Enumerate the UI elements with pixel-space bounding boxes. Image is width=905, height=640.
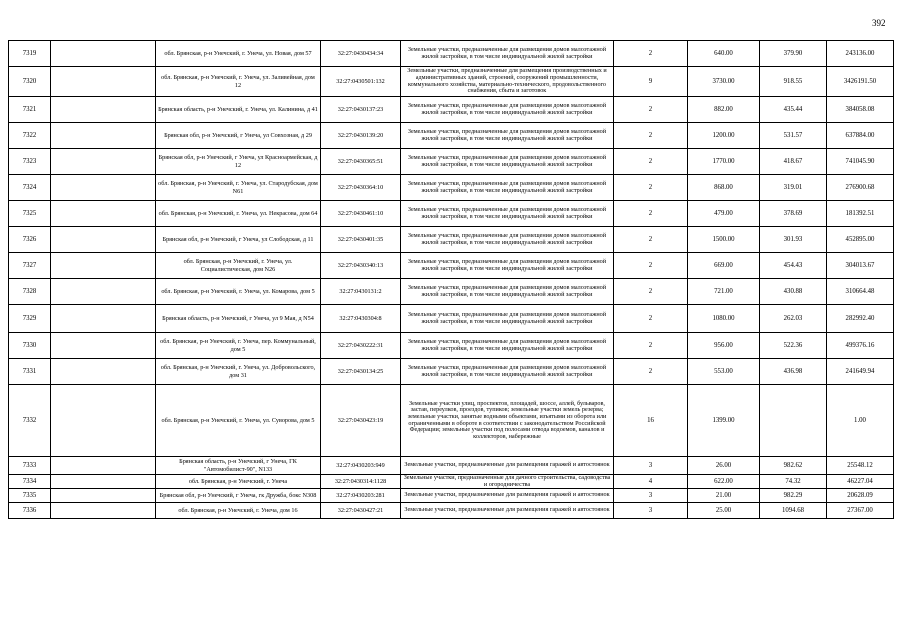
table-row [9,503,894,519]
cell-specific-value: 454.43 [760,253,827,279]
cell-area: 553.00 [688,359,760,385]
cell-address: Брянская область, р-н Унечский, г Унеча, ул 9 Мая, д N54 [156,305,321,333]
cell-number: 7324 [9,175,51,201]
cell-address: Брянская обл, р-н Унечский, г Унеча, ул Красноармейская, д 12 [156,149,321,175]
cell-spacer [51,279,156,305]
cell-area: 622.00 [688,475,760,489]
cell-category-code: 3 [614,457,688,475]
table-row [9,385,894,457]
cell-specific-value: 1094.68 [760,503,827,519]
cell-land-use: Земельные участки, предназначенные для размещения домов малоэтажной жилой застройки, в том числе индивидуальной жилой застройки [401,149,614,175]
cell-address: обл. Брянская, р-н Унечский, г. Унеча, ул. Комарова, дом 5 [156,279,321,305]
cell-spacer [51,123,156,149]
cell-specific-value: 918.55 [760,67,827,97]
cell-cadastral-value: 27367.00 [827,503,894,519]
cell-address: обл. Брянская, р-н Унечский, г. Унеча, ул. Некрасова, дом 64 [156,201,321,227]
cell-cadastral-number: 32:27:0430131:2 [321,279,401,305]
cell-land-use: Земельные участки, предназначенные для размещения домов малоэтажной жилой застройки, в том числе индивидуальной жилой застройки [401,123,614,149]
cell-specific-value: 319.01 [760,175,827,201]
cell-specific-value: 74.32 [760,475,827,489]
cell-area: 1500.00 [688,227,760,253]
cell-category-code: 16 [614,385,688,457]
cell-cadastral-value: 282992.40 [827,305,894,333]
cell-cadastral-number: 32:27:0430423:19 [321,385,401,457]
cell-land-use: Земельные участки, предназначенные для размещения домов малоэтажной жилой застройки, в том числе индивидуальной жилой застройки [401,97,614,123]
table-row [9,41,894,67]
cell-cadastral-number: 32:27:0430461:10 [321,201,401,227]
cell-specific-value: 418.67 [760,149,827,175]
cell-land-use: Земельные участки, предназначенные для дачного строительства, садоводства и огородничества [401,475,614,489]
cell-land-use: Земельные участки, предназначенные для размещения домов малоэтажной жилой застройки, в том числе индивидуальной жилой застройки [401,201,614,227]
cell-number: 7327 [9,253,51,279]
cell-number: 7334 [9,475,51,489]
cell-spacer [51,457,156,475]
cell-land-use: Земельные участки, предназначенные для размещения домов малоэтажной жилой застройки, в том числе индивидуальной жилой застройки [401,305,614,333]
table-row [9,475,894,489]
cell-cadastral-value: 46227.04 [827,475,894,489]
cell-cadastral-number: 32:27:0430134:25 [321,359,401,385]
table-row [9,175,894,201]
cell-cadastral-number: 32:27:0430434:34 [321,41,401,67]
cell-number: 7336 [9,503,51,519]
cell-spacer [51,67,156,97]
table-row [9,359,894,385]
cell-cadastral-number: 32:27:0430340:13 [321,253,401,279]
cell-cadastral-value: 181392.51 [827,201,894,227]
cell-address: обл. Брянская, р-н Унечский, г. Унеча [156,475,321,489]
cell-area: 1080.00 [688,305,760,333]
cell-cadastral-number: 32:27:0430427:21 [321,503,401,519]
table-row [9,67,894,97]
cell-cadastral-number: 32:27:0430401:35 [321,227,401,253]
cell-address: Брянская обл, р-н Унечский, г Унеча, ул Слободская, д 11 [156,227,321,253]
cell-spacer [51,253,156,279]
cell-category-code: 2 [614,97,688,123]
table-row [9,253,894,279]
cell-specific-value [760,385,827,457]
cell-spacer [51,149,156,175]
cell-specific-value: 522.36 [760,333,827,359]
cell-area: 669.00 [688,253,760,279]
cell-address: Брянская обл, р-н Унечский, г Унеча, ул Совхозная, д 29 [156,123,321,149]
cell-category-code: 2 [614,253,688,279]
table-row [9,305,894,333]
table-row [9,279,894,305]
cell-cadastral-value: 384058.08 [827,97,894,123]
cell-number: 7330 [9,333,51,359]
cell-area: 3730.00 [688,67,760,97]
cell-category-code: 2 [614,175,688,201]
cell-number: 7328 [9,279,51,305]
cell-cadastral-value: 25548.12 [827,457,894,475]
cell-area: 479.00 [688,201,760,227]
cell-spacer [51,359,156,385]
cell-area: 882.00 [688,97,760,123]
cell-number: 7335 [9,489,51,503]
cell-address: Брянская область, р-н Унечский, г. Унеча, ул. Калинина, д 41 [156,97,321,123]
cell-cadastral-value: 452895.00 [827,227,894,253]
cell-address: обл. Брянская, р-н Унечский, г. Унеча, ул. Новая, дом 57 [156,41,321,67]
cell-spacer [51,305,156,333]
cell-category-code: 3 [614,489,688,503]
cell-specific-value: 379.90 [760,41,827,67]
cell-area: 25.00 [688,503,760,519]
land-registry-table [8,40,894,519]
cell-cadastral-value: 310664.48 [827,279,894,305]
cell-spacer [51,475,156,489]
cell-category-code: 9 [614,67,688,97]
cell-cadastral-value: 304013.67 [827,253,894,279]
cell-land-use: Земельные участки, предназначенные для размещения домов малоэтажной жилой застройки, в том числе индивидуальной жилой застройки [401,359,614,385]
cell-category-code: 2 [614,333,688,359]
cell-number: 7323 [9,149,51,175]
cell-number: 7325 [9,201,51,227]
cell-cadastral-number: 32:27:0430314:1128 [321,475,401,489]
table-row [9,201,894,227]
cell-area: 721.00 [688,279,760,305]
cell-land-use: Земельные участки, предназначенные для размещения производственных и административных зданий, строений, сооружений промышленности, коммунального хозяйства, материально-технического, продовольственного снабжения, сбыта и заготовок [401,67,614,97]
cell-number: 7322 [9,123,51,149]
cell-land-use: Земельные участки улиц, проспектов, площадей, шоссе, аллей, бульваров, застав, переулков, проездов, тупиков; земельные участки земель резерва; земельные участки, занятые водными объектами, изъятыми из оборота или ограниченными в обороте в соответствии с законодательством Российской Федерации; земельные участки под полосами отвода водоемов, каналов и коллекторов, набережные [401,385,614,457]
cell-address: обл. Брянская, р-н Унечский, г. Унеча, пер. Коммунальный, дом 5 [156,333,321,359]
cell-cadastral-number: 32:27:0430365:51 [321,149,401,175]
cell-specific-value: 531.57 [760,123,827,149]
cell-spacer [51,333,156,359]
cell-land-use: Земельные участки, предназначенные для размещения домов малоэтажной жилой застройки, в том числе индивидуальной жилой застройки [401,175,614,201]
cell-land-use: Земельные участки, предназначенные для размещения домов малоэтажной жилой застройки, в том числе индивидуальной жилой застройки [401,253,614,279]
table-row [9,97,894,123]
cell-category-code: 2 [614,305,688,333]
cell-cadastral-number: 32:27:0430203:281 [321,489,401,503]
cell-cadastral-value: 243136.00 [827,41,894,67]
cell-cadastral-number: 32:27:0430501:132 [321,67,401,97]
cell-cadastral-value: 20628.09 [827,489,894,503]
cell-address: обл. Брянская, р-н Унечский, г. Унеча, дом 16 [156,503,321,519]
cell-area: 1399.00 [688,385,760,457]
cell-spacer [51,385,156,457]
table-row [9,457,894,475]
cell-number: 7332 [9,385,51,457]
cell-category-code: 2 [614,201,688,227]
cell-address: Брянская область, р-н Унечский, г Унеча, ГК "Автомобилист-90", N133 [156,457,321,475]
cell-address: обл. Брянская, р-н Унечский, г. Унеча, ул. Заливейная, дом 12 [156,67,321,97]
cell-number: 7321 [9,97,51,123]
cell-land-use: Земельные участки, предназначенные для размещения домов малоэтажной жилой застройки, в том числе индивидуальной жилой застройки [401,227,614,253]
cell-specific-value: 301.93 [760,227,827,253]
cell-area: 640.00 [688,41,760,67]
cell-cadastral-value: 499376.16 [827,333,894,359]
cell-cadastral-number: 32:27:0430137:23 [321,97,401,123]
cell-number: 7329 [9,305,51,333]
cell-category-code: 4 [614,475,688,489]
cell-area: 1770.00 [688,149,760,175]
cell-area: 26.00 [688,457,760,475]
cell-number: 7326 [9,227,51,253]
table-row [9,489,894,503]
cell-spacer [51,489,156,503]
cell-category-code: 2 [614,149,688,175]
cell-number: 7331 [9,359,51,385]
cell-address: Брянская обл, р-н Унечский, г Унеча, гк Дружба, бокс N308 [156,489,321,503]
table-row [9,227,894,253]
cell-category-code: 3 [614,503,688,519]
cell-category-code: 2 [614,359,688,385]
cell-land-use: Земельные участки, предназначенные для размещения гаражей и автостоянок [401,489,614,503]
cell-area: 956.00 [688,333,760,359]
cell-specific-value: 378.69 [760,201,827,227]
table-row [9,333,894,359]
cell-land-use: Земельные участки, предназначенные для размещения гаражей и автостоянок [401,503,614,519]
cell-cadastral-number: 32:27:0430304:8 [321,305,401,333]
cell-address: обл. Брянская, р-н Унечский, г. Унеча, ул. Стародубская, дом N61 [156,175,321,201]
cell-cadastral-number: 32:27:0430222:31 [321,333,401,359]
cell-specific-value: 435.44 [760,97,827,123]
cell-cadastral-value: 637884.00 [827,123,894,149]
cell-number: 7319 [9,41,51,67]
table-row [9,149,894,175]
cell-category-code: 2 [614,227,688,253]
cell-cadastral-value: 276900.68 [827,175,894,201]
cell-land-use: Земельные участки, предназначенные для размещения домов малоэтажной жилой застройки, в том числе индивидуальной жилой застройки [401,41,614,67]
cell-specific-value: 262.03 [760,305,827,333]
cell-specific-value: 436.98 [760,359,827,385]
cell-area: 868.00 [688,175,760,201]
cell-category-code: 2 [614,123,688,149]
page-number: 392 [872,18,886,28]
cell-spacer [51,503,156,519]
cell-address: обл. Брянская, р-н Унечский, г. Унеча, ул. Добровольского, дом 31 [156,359,321,385]
cell-spacer [51,227,156,253]
cell-cadastral-value: 241649.94 [827,359,894,385]
cell-cadastral-number: 32:27:0430139:20 [321,123,401,149]
cell-specific-value: 982.29 [760,489,827,503]
cell-number: 7333 [9,457,51,475]
cell-specific-value: 982.62 [760,457,827,475]
cell-specific-value: 430.88 [760,279,827,305]
cell-address: обл. Брянская, р-н Унечский, г. Унеча, ул. Суворова, дом 5 [156,385,321,457]
cell-cadastral-value: 1.00 [827,385,894,457]
cell-address: обл. Брянская, р-н Унечский, г. Унеча, ул. Социалистическая, дом N26 [156,253,321,279]
cell-cadastral-value: 741045.90 [827,149,894,175]
cell-category-code: 2 [614,279,688,305]
table-row [9,123,894,149]
cell-land-use: Земельные участки, предназначенные для размещения домов малоэтажной жилой застройки, в том числе индивидуальной жилой застройки [401,333,614,359]
cell-spacer [51,175,156,201]
cell-spacer [51,201,156,227]
cell-cadastral-number: 32:27:0430364:10 [321,175,401,201]
cell-area: 21.00 [688,489,760,503]
cell-number: 7320 [9,67,51,97]
cell-cadastral-value: 3426191.50 [827,67,894,97]
cell-spacer [51,97,156,123]
cell-spacer [51,41,156,67]
cell-land-use: Земельные участки, предназначенные для размещения домов малоэтажной жилой застройки, в том числе индивидуальной жилой застройки [401,279,614,305]
cell-area: 1200.00 [688,123,760,149]
cell-cadastral-number: 32:27:0430203:949 [321,457,401,475]
cell-category-code: 2 [614,41,688,67]
cell-land-use: Земельные участки, предназначенные для размещения гаражей и автостоянок [401,457,614,475]
